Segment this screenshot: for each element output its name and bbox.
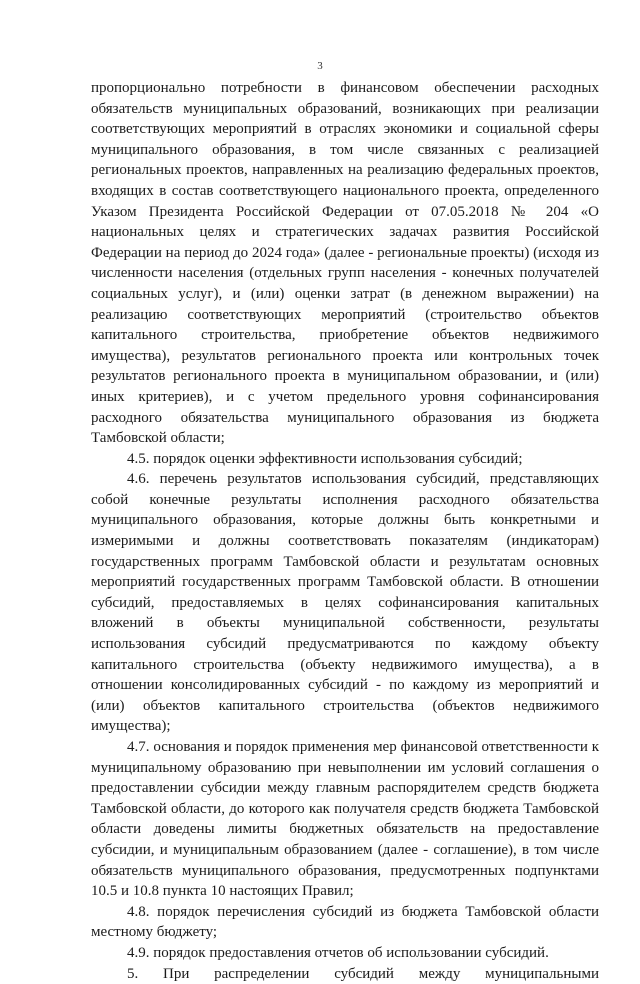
paragraph-4-7: 4.7. основания и порядок применения мер финансовой ответственности к муниципальному образованию при невыполнении им условий соглашения о предоставлении субсидии между главным распорядителем средств бюджета Тамбовской области, до которого как получателя средств бюджета Тамбовской области доведены лимиты бюджетных обязательств на предоставление субсидии, и муниципальным образованием (далее - соглашение), в том числе обязательств муниципального образования, предусмотренных подпунктами 10.5 и 10.8 пункта 10 настоящих Правил; <box>91 739 599 900</box>
paragraph-5: 5. При распределении субсидий между муниципальными <box>127 965 599 982</box>
paragraph-continuation: пропорционально потребности в финансовом обеспечении расходных обязательств муниципальных образований, возникающих при реализации соответствующих мероприятий в отраслях экономики и социальной сферы муниципального образования, в том числе связанных с реализацией региональных проектов, направленных на реализацию федеральных проектов, входящих в состав соответствующего национального проекта, определенного Указом Президента Российской Федерации от 07.05.2018 № 204 «О национальных целях и стратегических задачах развития Российской Федерации на период до 2024 года» (далее - региональные проекты) (исходя из численности населения (отдельных групп населения - конечных получателей социальных услуг), и (или) оценки затрат (в денежном выражении) на реализацию соответствующих мероприятий (строительство объектов капитального строительства, приобретение объектов недвижимого имущества), результатов регионального проекта или контрольных точек результатов регионального проекта в муниципальном образовании, и (или) иных критериев), и с учетом предельного уровня софинансирования расходного обязательства муниципального образования из бюджета Тамбовской области; <box>91 80 599 447</box>
paragraph-4-5: 4.5. порядок оценки эффективности использования субсидий; <box>127 450 523 467</box>
paragraph-4-6: 4.6. перечень результатов использования субсидий, представляющих собой конечные результаты исполнения расходного обязательства муниципального образования, которые должны быть конкретными и измеримыми и должны соответствовать показателям (индикаторам) государственных программ Тамбовской области и результатам основных мероприятий государственных программ Тамбовской области. В отношении субсидий, предоставляемых в целях софинансирования капитальных вложений в объекты муниципальной собственности, результаты использования субсидий предусматриваются по каждому объекту капитального строительства (объекту недвижимого имущества), а в отношении консолидированных субсидий - по каждому из мероприятий и (или) объектов капитального строительства (объектов недвижимого имущества); <box>91 471 599 735</box>
paragraph-4-8: 4.8. порядок перечисления субсидий из бюджета Тамбовской области местному бюджету; <box>91 903 599 941</box>
page-number: 3 <box>317 60 323 72</box>
paragraph-4-9: 4.9. порядок предоставления отчетов об использовании субсидий. <box>127 944 549 961</box>
document-body <box>91 78 599 984</box>
